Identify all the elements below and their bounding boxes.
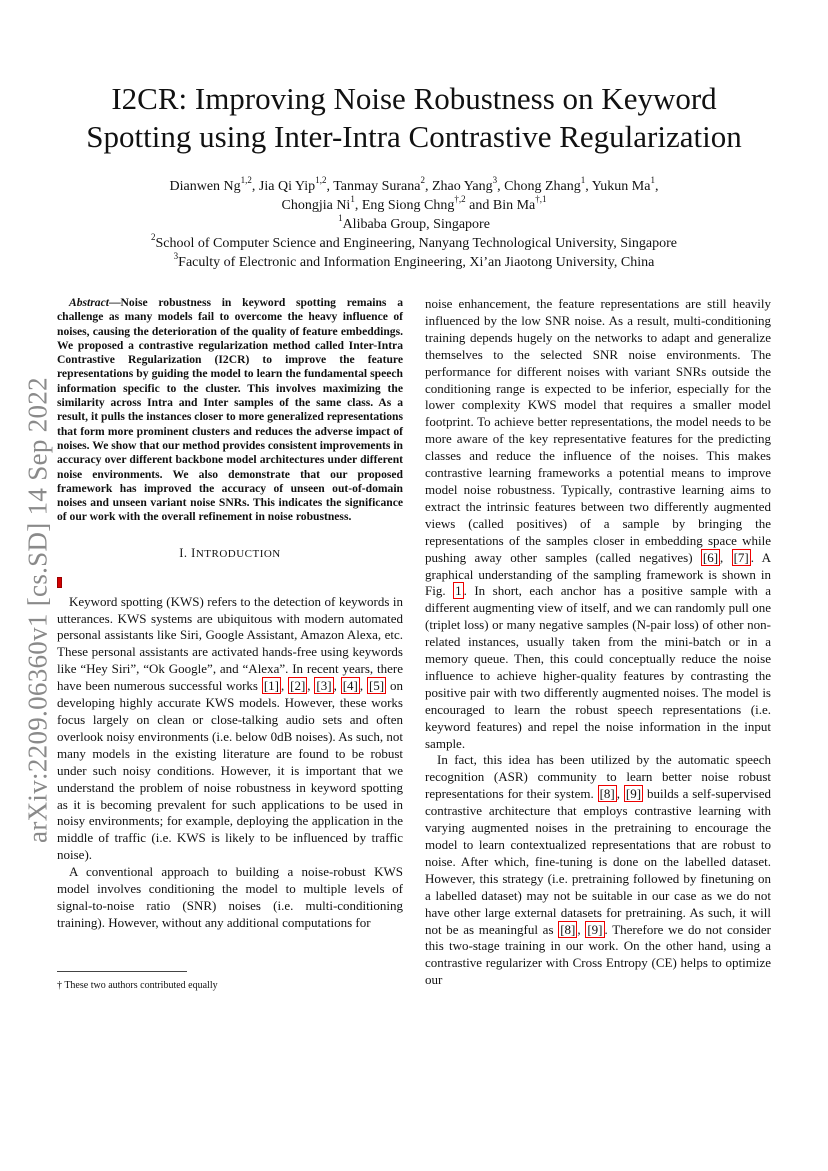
arxiv-identifier bbox=[18, 330, 58, 890]
abstract-text: —Noise robustness in keyword spotting remains a challenge as many models fail to overcome the heavy influence of noises, causing the deterioration of the quality of feature embeddings. We proposed a contrastive regularization method called Inter-Intra Contrastive Regularization (I2CR) to improve the feature representations by guiding the model to learn the fundamental speech information specific to the cluster. This involves maximizing the similarity across Intra and Inter samples of the same class. As a result, it pulls the instances closer to more generalized representations that form more prominent clusters and reduces the adverse impact of noises. We show that our method provides consistent improvements in accuracy over different backbone model architectures under different noise environments. We also demonstrate that our proposed framework has improved the accuracy of unseen out-of-domain noises and unseen variant noise SNRs. This indicates the significance of our work with the overall refinement in noise robustness. bbox=[57, 296, 403, 524]
citation-link[interactable]: [5] bbox=[368, 678, 385, 694]
citation-link[interactable]: [9] bbox=[625, 786, 642, 802]
affiliation-2: $^2$School of Computer Science and Engineering, Nanyang Technological University, Singapore bbox=[150, 232, 678, 251]
footnote-divider bbox=[57, 971, 187, 972]
author-list-line-1: Dianwen Ng$^{1,2}$, Jia Qi Yip$^{1,2}$, Tanmay Surana$^2$, Zhao Yang$^3$, Chong Zhang$^1$, Yukun Ma$^1$, bbox=[169, 175, 659, 194]
citation-link[interactable]: [2] bbox=[290, 678, 306, 694]
abstract-label: Abstract bbox=[69, 296, 109, 309]
affiliation-1: $^1$Alibaba Group, Singapore bbox=[338, 213, 490, 232]
intro-paragraph-2-continued: noise enhancement, the feature representations are still heavily influenced by the low SNR noise. As a result, multi-conditioning training depends hugely on the networks to adapt and generalize themselves to the selected SNR noise environments. The performance for different noises with variant SNRs outside the conditioning range is expected to be inferior, especially for the lower complexity KWS model that requires a smaller model footprint. To achieve better representations, the model needs to be more aware of the key representative features for the predicting classes and reduce the influence of the noises. This makes contrastive learning frameworks a potential means to improve model noise robustness. Typically, contrastive learning aims to extract the intrinsic features between two differently augmented views (called positives) of a sample by bringing the representations of the samples closer in embedding space while pushing away other samples (called negatives) [6] , [7] . A graphical understanding of the sampling framework is shown in Fig. 1 . In short, each anchor has a positive sample with a different augmenting view of itself, and we can randomly pull one (triplet loss) or many negative samples (N-pair loss) of other non-related instances, usually taken from the mini-batch or in a memory queue. Then, this could conceptually reduce the noise influence to achieve higher-quality features by contrasting the positive pair with two differently augmented noises. The model is encouraged to learn the robust speech representations (i.e. keyword features) and repel the noise information in the input sample. bbox=[425, 296, 771, 751]
right-column bbox=[425, 296, 771, 989]
section-heading-introduction: I. INTRODUCTION bbox=[179, 545, 281, 560]
intro-paragraph-3: In fact, this idea has been utilized by the automatic speech recognition (ASR) community to learn better noise robust representations for their system. [8] , [9] builds a self-supervised contrastive architecture that employs contrastive learning with varying augmented noises in the pretraining to encourage the model to learn contextualized representations that are robust to noise. After which, fine-tuning is done on the labelled dataset. However, this strategy (i.e. pretraining followed by finetuning on a labelled dataset) may not be suitable in our case as we do not have other large external datasets for pretraining. As such, it will not be as meaningful as [8] , [9] . Therefore we do not consider this two-stage training in our work. On the other hand, using a contrastive regularizer with Cross Entropy (CE) helps to optimize our bbox=[425, 752, 772, 988]
arxiv-id-text: arXiv:2209.06360v1 [cs.SD] 14 Sep 2022 bbox=[22, 377, 53, 843]
title-line-1: I2CR: Improving Noise Robustness on Keyword bbox=[111, 81, 717, 116]
citation-link[interactable]: [8] bbox=[599, 786, 615, 802]
affiliation-3: $^3$Faculty of Electronic and Information Engineering, Xi’an Jiaotong University, China bbox=[173, 251, 655, 270]
intro-paragraph-2: A conventional approach to building a noise-robust KWS model involves conditioning the model to multiple levels of signal-to-noise ratio (SNR) noises (i.e. multi-conditioning training). However, without any additional computations for bbox=[57, 864, 403, 930]
intro-paragraph-1: Keyword spotting (KWS) refers to the detection of keywords in utterances. KWS systems are ubiquitous with modern automated personal assistants like Siri, Google Assistant, Amazon Alexa, etc. These personal assistants are activated hands-free using keywords like “Hey Siri”, “Ok Google”, and “Alexa”. In recent years, there have been numerous successful works [1] , [2] , [3] , [4] , [5] on developing highly accurate KWS models. However, these works focus largely on clean or close-talking audio sets and often overlook noisy environments (i.e. below 0dB noises). As such, not many models in the existing literature are found to be robust under such noisy conditions. However, it is important that we understand the problem of noise robustness in keyword spotting as it is becoming prevalent for such applications to be used in noisy environments; for example, deploying the application in the middle of traffic (i.e. KWS is likely to be influenced by traffic noise). bbox=[57, 593, 403, 863]
author-list-line-2: Chongjia Ni$^1$, Eng Siong Chng$^{\dagger,2}$ and Bin $Ma^{\dagger,1}$ bbox=[281, 194, 547, 213]
citation-link[interactable]: [4] bbox=[342, 678, 358, 694]
left-column bbox=[57, 296, 403, 932]
abstract bbox=[57, 296, 403, 525]
citation-link[interactable]: [3] bbox=[316, 678, 332, 694]
paper-title bbox=[40, 80, 788, 156]
citation-link[interactable]: [8] bbox=[560, 921, 576, 937]
title-line-2: Spotting using Inter-Intra Contrastive Regularization bbox=[86, 119, 742, 154]
figure-link[interactable]: 1 bbox=[455, 583, 462, 599]
citation-link[interactable]: [7] bbox=[733, 549, 749, 565]
citation-link[interactable]: [1] bbox=[263, 678, 280, 694]
annotation-marker bbox=[57, 577, 62, 588]
citation-link[interactable]: [9] bbox=[587, 921, 603, 937]
author-block bbox=[40, 177, 788, 272]
citation-link[interactable]: [6] bbox=[702, 549, 719, 565]
footnote: † These two authors contributed equally bbox=[57, 980, 218, 991]
